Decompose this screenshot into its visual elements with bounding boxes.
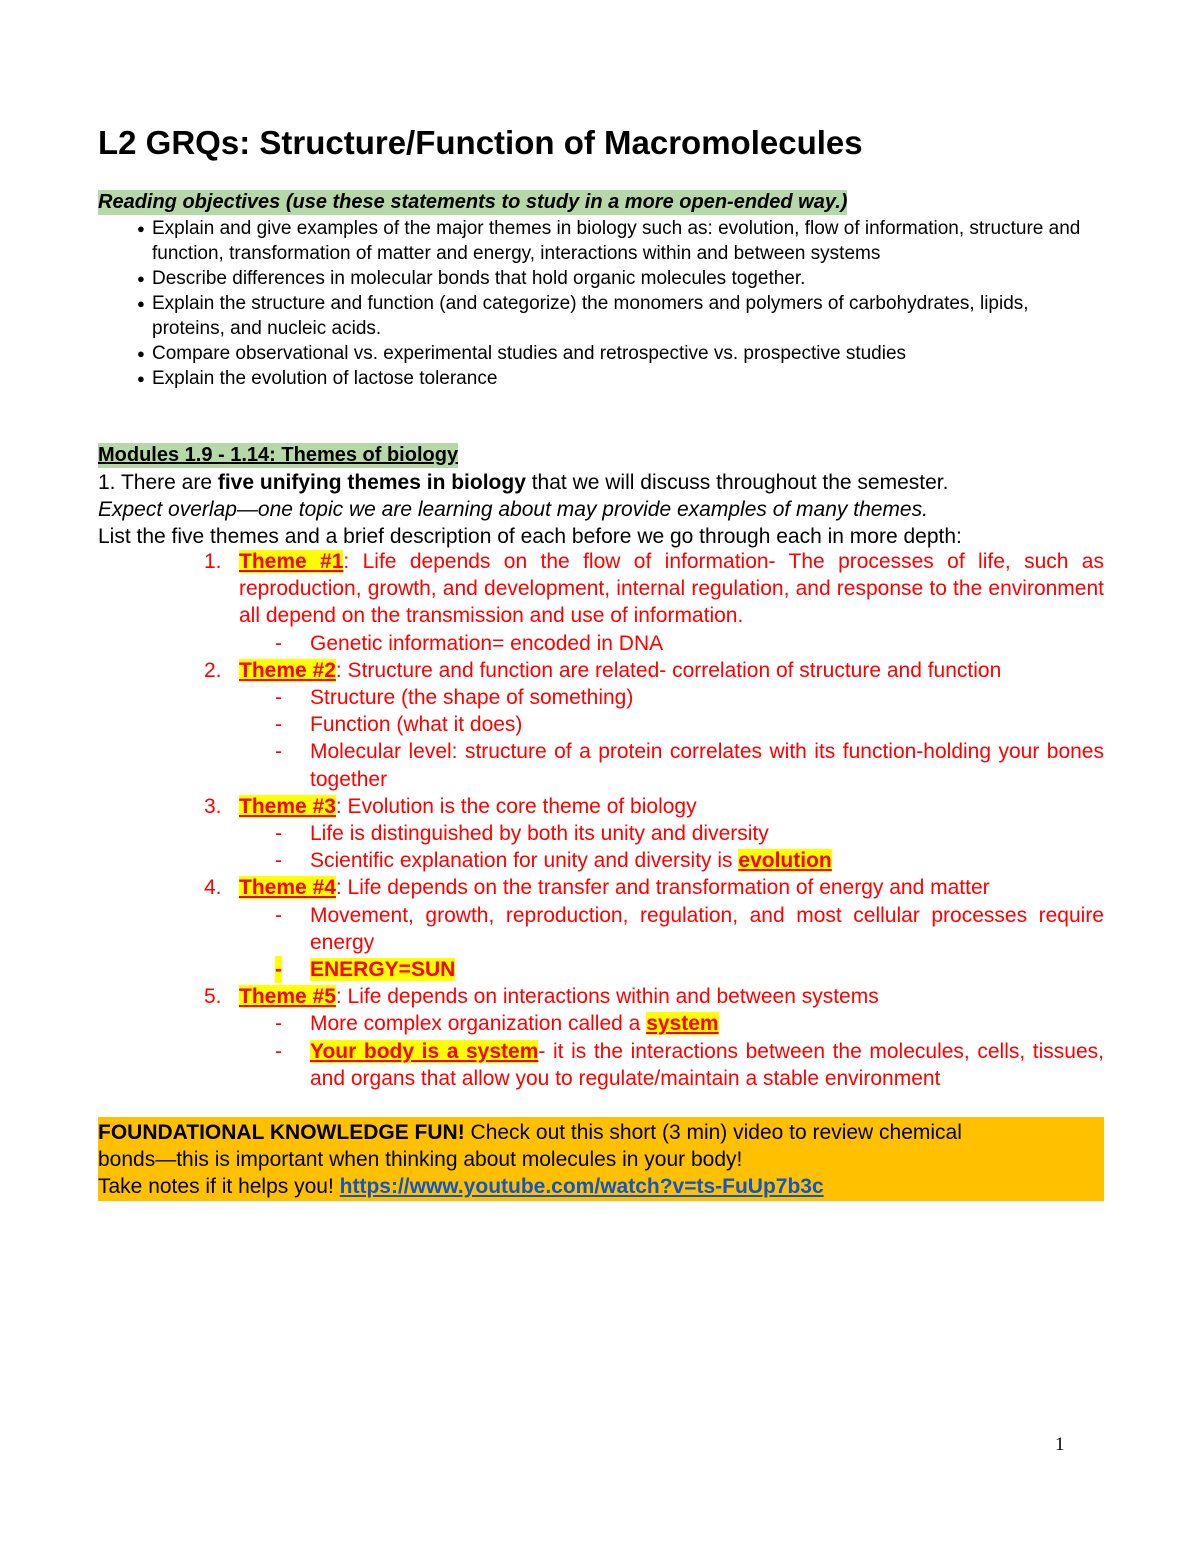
sub-item: - Molecular level: structure of a protein correlates with its function-holding your bones together <box>275 740 1104 791</box>
modules-heading: Modules 1.9 - 1.14: Themes of biology <box>98 444 459 466</box>
sub-item: - Movement, growth, reproduction, regulation, and most cellular processes require energy <box>275 903 1104 954</box>
objectives-heading: Reading objectives (use these statements to study in a more open-ended way.) <box>98 191 848 213</box>
callout-title: FOUNDATIONAL KNOWLEDGE FUN! <box>98 1121 465 1144</box>
sub-item: - Scientific explanation for unity and diversity is evolution <box>275 849 832 873</box>
bullet-icon: ● <box>137 296 145 311</box>
bullet-icon: ● <box>137 271 145 286</box>
theme-label: Theme #1 <box>239 550 344 573</box>
list-item: ● Explain the structure and function (and categorize) the monomers and polymers of carbohydrates, lipids, proteins, and nucleic acids. <box>137 293 1029 339</box>
sub-item: - Genetic information= encoded in DNA <box>275 631 664 655</box>
sub-item: - Function (what it does) <box>275 713 523 737</box>
theme-label: Theme #3 <box>239 794 336 818</box>
bullet-icon: ● <box>137 221 145 236</box>
theme-item-5: 5. Theme #5: Life depends on interactions within and between systems - More complex organization called a system - Your body is a system- it is the interactions between the molecules, cells, tissues, and organs that allow you to regulate/maintain a stable environment <box>98 983 1104 1092</box>
page-title: L2 GRQs: Structure/Function of Macromolecules <box>98 124 863 161</box>
sub-item: - Structure (the shape of something) <box>275 686 634 710</box>
objectives-list <box>98 216 1104 391</box>
callout-box: FOUNDATIONAL KNOWLEDGE FUN! Check out this short (3 min) video to review chemical bonds—this is important when thinking about molecules in your body! Take notes if it helps you! https://www.youtube.com/watch?v=ts-FuUp7b3c <box>98 1117 1104 1201</box>
sub-item: - Life is distinguished by both its unity and diversity <box>275 822 769 846</box>
list-item: ● Explain and give examples of the major themes in biology such as: evolution, flow of information, structure and function, transformation of matter and energy, interactions within and between systems <box>137 218 1081 264</box>
theme-item-2: 2. Theme #2: Structure and function are related- correlation of structure and function - Structure (the shape of something) - Function (what it does) - Molecular level: structure of a protein correlates with its function-holding your bones together <box>98 657 1104 793</box>
theme-label: Theme #4 <box>239 876 336 900</box>
themes-list <box>98 548 1104 1092</box>
theme-item-4: 4. Theme #4: Life depends on the transfer and transformation of energy and matter - Movement, growth, reproduction, regulation, and most cellular processes require energy - ENERGY=SUN <box>98 874 1104 983</box>
highlight-body-system: Your body is a system <box>310 1039 539 1063</box>
question-1-line: 1. There are five unifying themes in biology that we will discuss throughout the semester. <box>98 471 949 494</box>
highlight-evolution: evolution <box>738 849 832 873</box>
sub-item: - Your body is a system- it is the interactions between the molecules, cells, tissues, and organs that allow you to regulate/maintain a stable environment <box>275 1039 1104 1090</box>
bullet-icon: ● <box>137 371 145 386</box>
bullet-icon: ● <box>137 346 145 361</box>
theme-item-3: 3. Theme #3: Evolution is the core theme of biology - Life is distinguished by both its unity and diversity - Scientific explanation for unity and diversity is evolution <box>98 793 1104 875</box>
question-1-instruction: List the five themes and a brief description of each before we go through each in more depth: <box>98 525 962 548</box>
sub-item: - More complex organization called a system <box>275 1012 719 1036</box>
theme-label: Theme #5 <box>239 985 336 1009</box>
question-1 <box>98 469 1104 550</box>
sub-item: - ENERGY=SUN <box>239 956 1104 983</box>
youtube-link[interactable]: https://www.youtube.com/watch?v=ts-FuUp7b3c <box>339 1175 824 1198</box>
theme-item-1: 1. Theme #1: Life depends on the flow of information- The processes of life, such as reproduction, growth, and development, internal regulation, and response to the environment all depend on the transmission and use of information. - Genetic information= encoded in DNA <box>98 548 1104 657</box>
highlight-system: system <box>646 1012 719 1036</box>
list-item: ● Explain the evolution of lactose tolerance <box>137 368 498 389</box>
theme-label: Theme #2 <box>239 658 336 682</box>
question-1-note: Expect overlap—one topic we are learning about may provide examples of many themes. <box>98 498 928 521</box>
page-number: 1 <box>1055 1434 1065 1455</box>
list-item: ● Describe differences in molecular bonds that hold organic molecules together. <box>137 268 806 289</box>
highlight-energy: ENERGY=SUN <box>310 958 456 982</box>
list-item: ● Compare observational vs. experimental studies and retrospective vs. prospective studies <box>137 343 907 364</box>
